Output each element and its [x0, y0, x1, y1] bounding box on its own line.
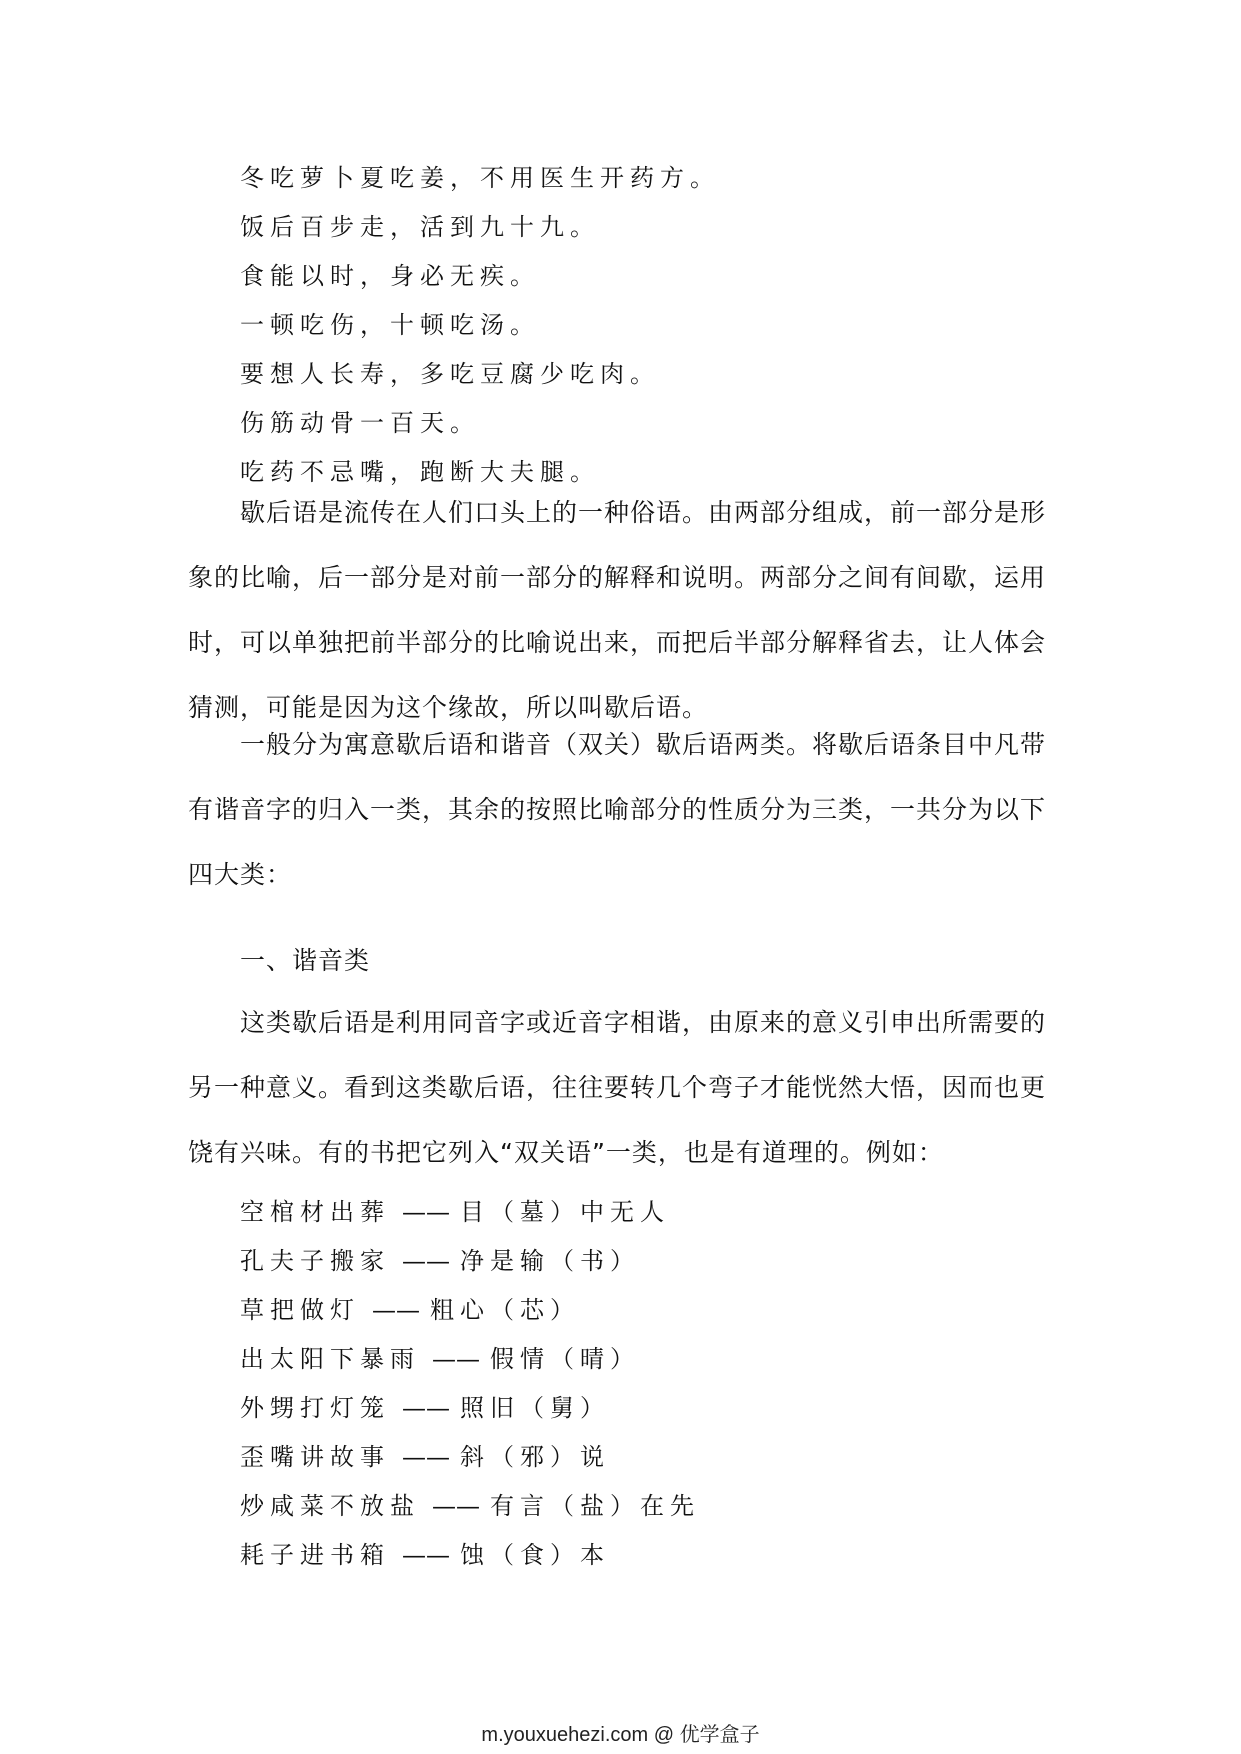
proverb-line: 食能以时，身必无疾。	[240, 262, 540, 290]
proverb-line: 一顿吃伤，十顿吃汤。	[240, 311, 540, 339]
dash-separator: ——	[432, 1345, 480, 1373]
example-front: 草把做灯	[240, 1296, 360, 1324]
example-front: 孔夫子搬家	[240, 1247, 390, 1275]
xiehouyu-examples-list	[240, 1188, 700, 1580]
proverb-line: 要想人长寿，多吃豆腐少吃肉。	[240, 360, 660, 388]
intro-paragraph-text: 歇后语是流传在人们口头上的一种俗语。由两部分组成，前一部分是形象的比喻，后一部分是对前一部分的解释和说明。两部分之间有间歇，运用时，可以单独把前半部分的比喻说出来，而把后半部分解释省去，让人体会猜测，可能是因为这个缘故，所以叫歇后语。	[188, 498, 1047, 722]
example-front: 空棺材出葬	[240, 1198, 390, 1226]
example-item	[240, 1335, 700, 1384]
example-item	[240, 1433, 700, 1482]
proverb-line: 吃药不忌嘴，跑断大夫腿。	[240, 458, 600, 486]
dash-separator: ——	[372, 1296, 420, 1324]
section-paragraph	[188, 990, 1068, 1185]
example-back: 目（墓）中无人	[460, 1198, 670, 1226]
footer-watermark: m.youxuehezi.com @ 优学盒子	[481, 1724, 760, 1746]
proverb-line: 冬吃萝卜夏吃姜，不用医生开药方。	[240, 164, 720, 192]
example-item	[240, 1384, 700, 1433]
example-item	[240, 1237, 700, 1286]
example-item	[240, 1482, 700, 1531]
example-front: 出太阳下暴雨	[240, 1345, 420, 1373]
dash-separator: ——	[402, 1541, 450, 1569]
example-item	[240, 1531, 700, 1580]
dash-separator: ——	[402, 1394, 450, 1422]
section-heading: 一、谐音类	[240, 946, 371, 975]
example-front: 外甥打灯笼	[240, 1394, 390, 1422]
intro-paragraph	[188, 480, 1068, 740]
dash-separator: ——	[432, 1492, 480, 1520]
proverb-line: 饭后百步走，活到九十九。	[240, 213, 600, 241]
example-back: 假情（晴）	[490, 1345, 640, 1373]
example-back: 蚀（食）本	[460, 1541, 610, 1569]
example-front: 耗子进书箱	[240, 1541, 390, 1569]
proverb-line: 伤筋动骨一百天。	[240, 409, 480, 437]
example-back: 照旧（舅）	[460, 1394, 610, 1422]
example-back: 净是输（书）	[460, 1247, 640, 1275]
example-back: 斜（邪）说	[460, 1443, 610, 1471]
health-proverbs-list	[240, 154, 720, 497]
classification-paragraph	[188, 712, 1068, 907]
example-front: 歪嘴讲故事	[240, 1443, 390, 1471]
example-back: 粗心（芯）	[430, 1296, 580, 1324]
dash-separator: ——	[402, 1247, 450, 1275]
dash-separator: ——	[402, 1198, 450, 1226]
example-front: 炒咸菜不放盐	[240, 1492, 420, 1520]
example-back: 有言（盐）在先	[490, 1492, 700, 1520]
section-paragraph-text: 这类歇后语是利用同音字或近音字相谐，由原来的意义引申出所需要的另一种意义。看到这类歇后语，往往要转几个弯子才能恍然大悟，因而也更饶有兴味。有的书把它列入“双关语”一类，也是有道理的。例如：	[188, 1008, 1047, 1167]
example-item	[240, 1188, 700, 1237]
dash-separator: ——	[402, 1443, 450, 1471]
example-item	[240, 1286, 700, 1335]
classification-paragraph-text: 一般分为寓意歇后语和谐音（双关）歇后语两类。将歇后语条目中凡带有谐音字的归入一类，其余的按照比喻部分的性质分为三类，一共分为以下四大类：	[188, 730, 1047, 889]
